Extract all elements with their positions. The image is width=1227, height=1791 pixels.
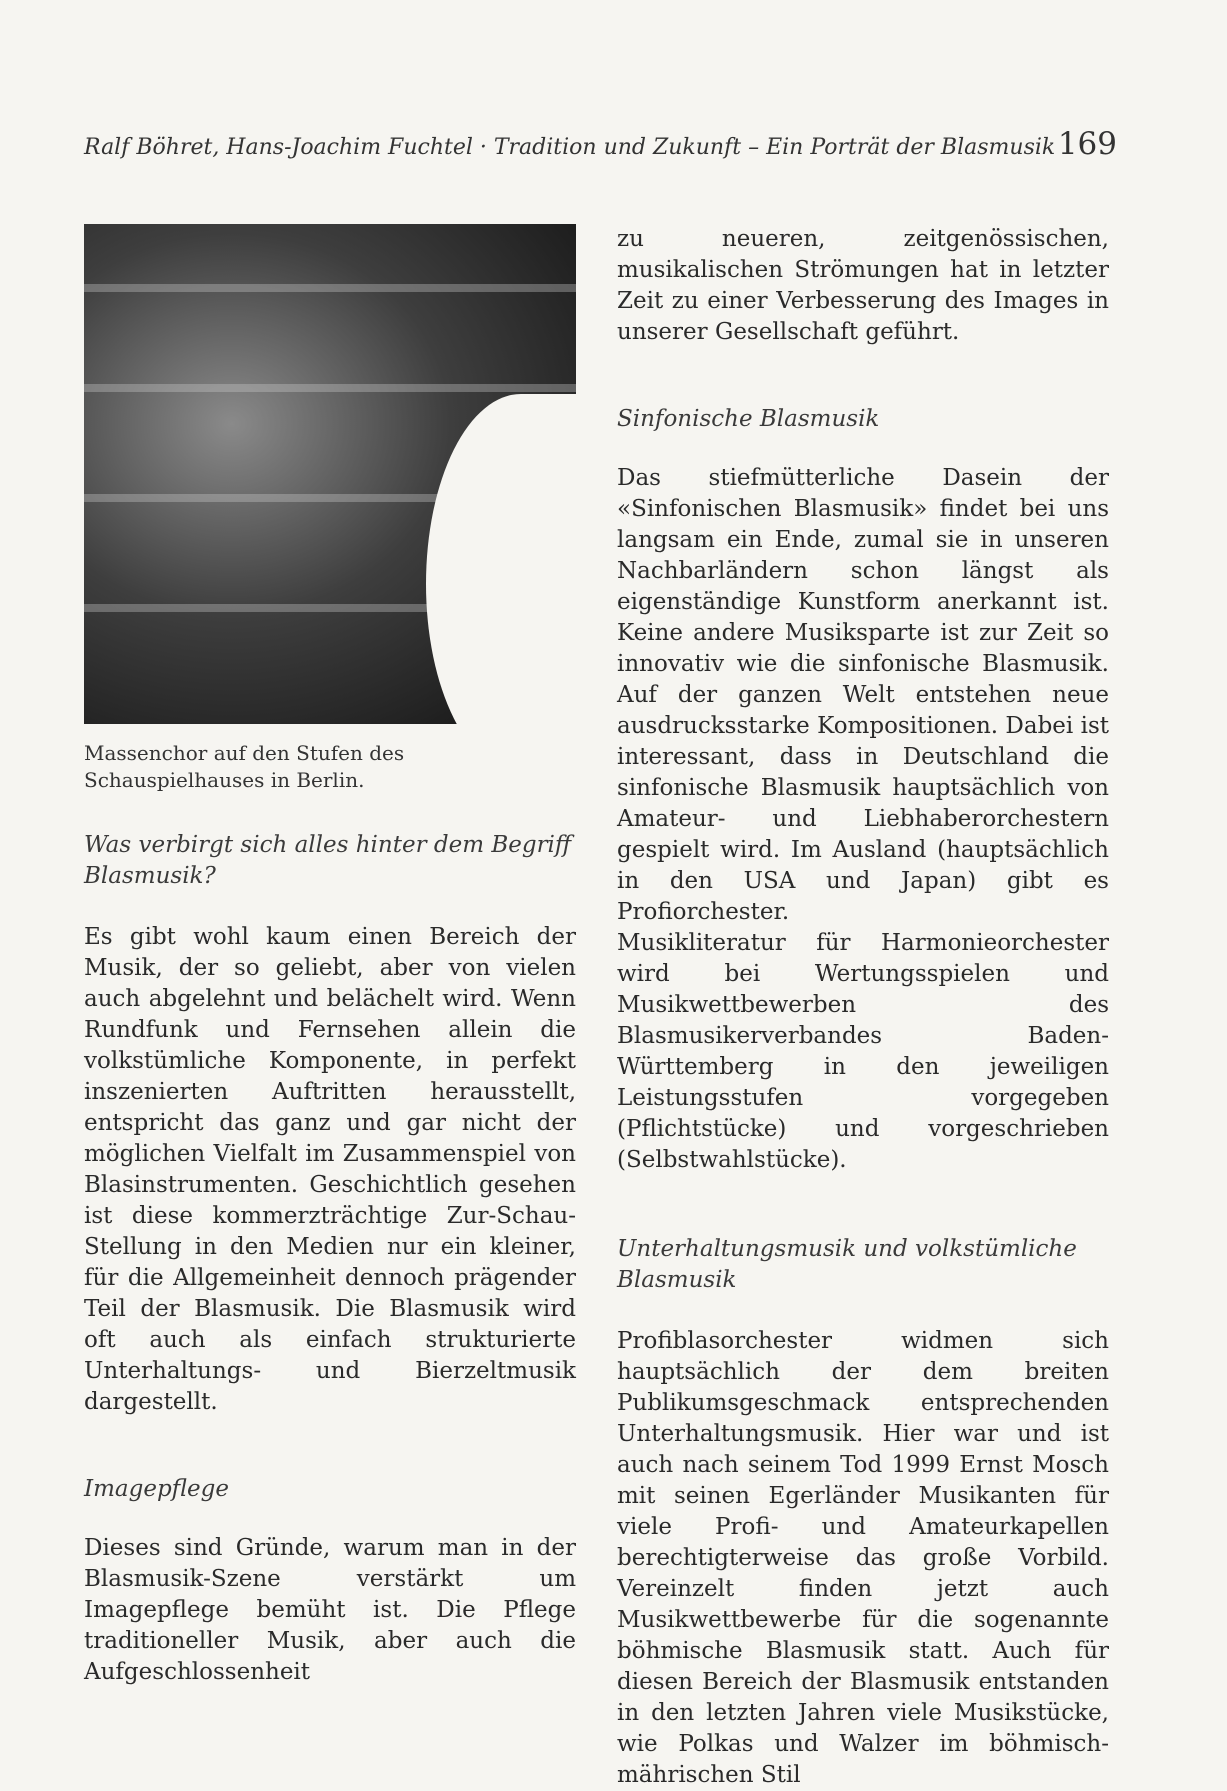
- paragraph-continuation: zu neueren, zeitgenössischen, musikalischen Strömungen hat in letzter Zeit zu einer Verbesserung des Images in unserer Gesellschaft geführt.: [617, 226, 1109, 345]
- section-heading-sinfonische: Sinfonische Blasmusik: [617, 406, 880, 432]
- photo-stripe: [84, 284, 576, 292]
- brass-band-photo: [84, 224, 576, 724]
- page-header: [84, 126, 1117, 162]
- paragraph-imagepflege: Dieses sind Gründe, warum man in der Blasmusik-Szene verstärkt um Imagepflege bemüht ist. Die Pflege traditioneller Musik, aber auch die Aufgeschlossenheit: [84, 1535, 576, 1685]
- running-head: Ralf Böhret, Hans-Joachim Fuchtel · Tradition und Zukunft – Ein Porträt der Blasmusik: [84, 135, 1056, 160]
- paragraph-sinfonische-2: Musikliteratur für Harmonieorchester wird bei Wertungsspielen und Musikwettbewerben des Blasmusikerverbandes Baden-Württemberg in den jeweiligen Leistungsstufen vorgegeben (Pflichtstücke) und vorgeschrieben (Selbstwahlstücke).: [617, 930, 1109, 1173]
- paragraph-sinfonische-1: Das stiefmütterliche Dasein der «Sinfonischen Blasmusik» findet bei uns langsam ein Ende, zumal sie in unseren Nachbarländern schon längst als eigenständige Kunstform anerkannt ist. Keine andere Musiksparte ist zur Zeit so innovativ wie die sinfonische Blasmusik. Auf der ganzen Welt entstehen neue ausdrucksstarke Kompositionen. Dabei ist interessant, dass in Deutschland die sinfonische Blasmusik hauptsächlich von Amateur- und Liebhaberorchestern gespielt wird. Im Ausland (hauptsächlich in den USA und Japan) gibt es Profiorchester.: [617, 465, 1109, 925]
- paragraph-unterhaltung: Profiblasorchester widmen sich hauptsächlich der dem breiten Publikumsgeschmack entsprechenden Unterhaltungsmusik. Hier war und ist auch nach seinem Tod 1999 Ernst Mosch mit seinen Egerländer Musikanten für viele Profi- und Amateurkapellen berechtigterweise das große Vorbild. Vereinzelt finden jetzt auch Musikwettbewerbe für die sogenannte böhmische Blasmusik statt. Auch für diesen Bereich der Blasmusik entstanden in den letzten Jahren viele Musikstücke, wie Polkas und Walzer im böhmisch-mährischen Stil: [617, 1328, 1109, 1788]
- photo-stripe: [84, 384, 576, 392]
- photo-foreground-shape: [426, 394, 576, 724]
- photo-caption: Massenchor auf den Stufen des Schauspielhauses in Berlin.: [84, 741, 405, 792]
- section-heading-unterhaltung: Unterhaltungsmusik und volkstümliche Blasmusik: [617, 1236, 1077, 1293]
- section-heading-blasmusik: Was verbirgt sich alles hinter dem Begriff Blasmusik?: [84, 832, 572, 889]
- page-number: 169: [1057, 126, 1117, 162]
- section-heading-imagepflege: Imagepflege: [84, 1476, 229, 1502]
- right-column: [617, 224, 1109, 1791]
- paragraph-blasmusik: Es gibt wohl kaum einen Bereich der Musik, der so geliebt, aber von vielen auch abgelehnt und belächelt wird. Wenn Rundfunk und Fernsehen allein die volkstümliche Komponente, in perfekt inszenierten Auftritten herausstellt, entspricht das ganz und gar nicht der möglichen Vielfalt im Zusammenspiel von Blasinstrumenten. Geschichtlich gesehen ist diese kommerzträchtige Zur-Schau-Stellung in den Medien nur ein kleiner, für die Allgemeinheit dennoch prägender Teil der Blasmusik. Die Blasmusik wird oft auch als einfach strukturierte Unterhaltungs- und Bierzeltmusik dargestellt.: [84, 924, 576, 1415]
- left-column: [84, 224, 576, 1688]
